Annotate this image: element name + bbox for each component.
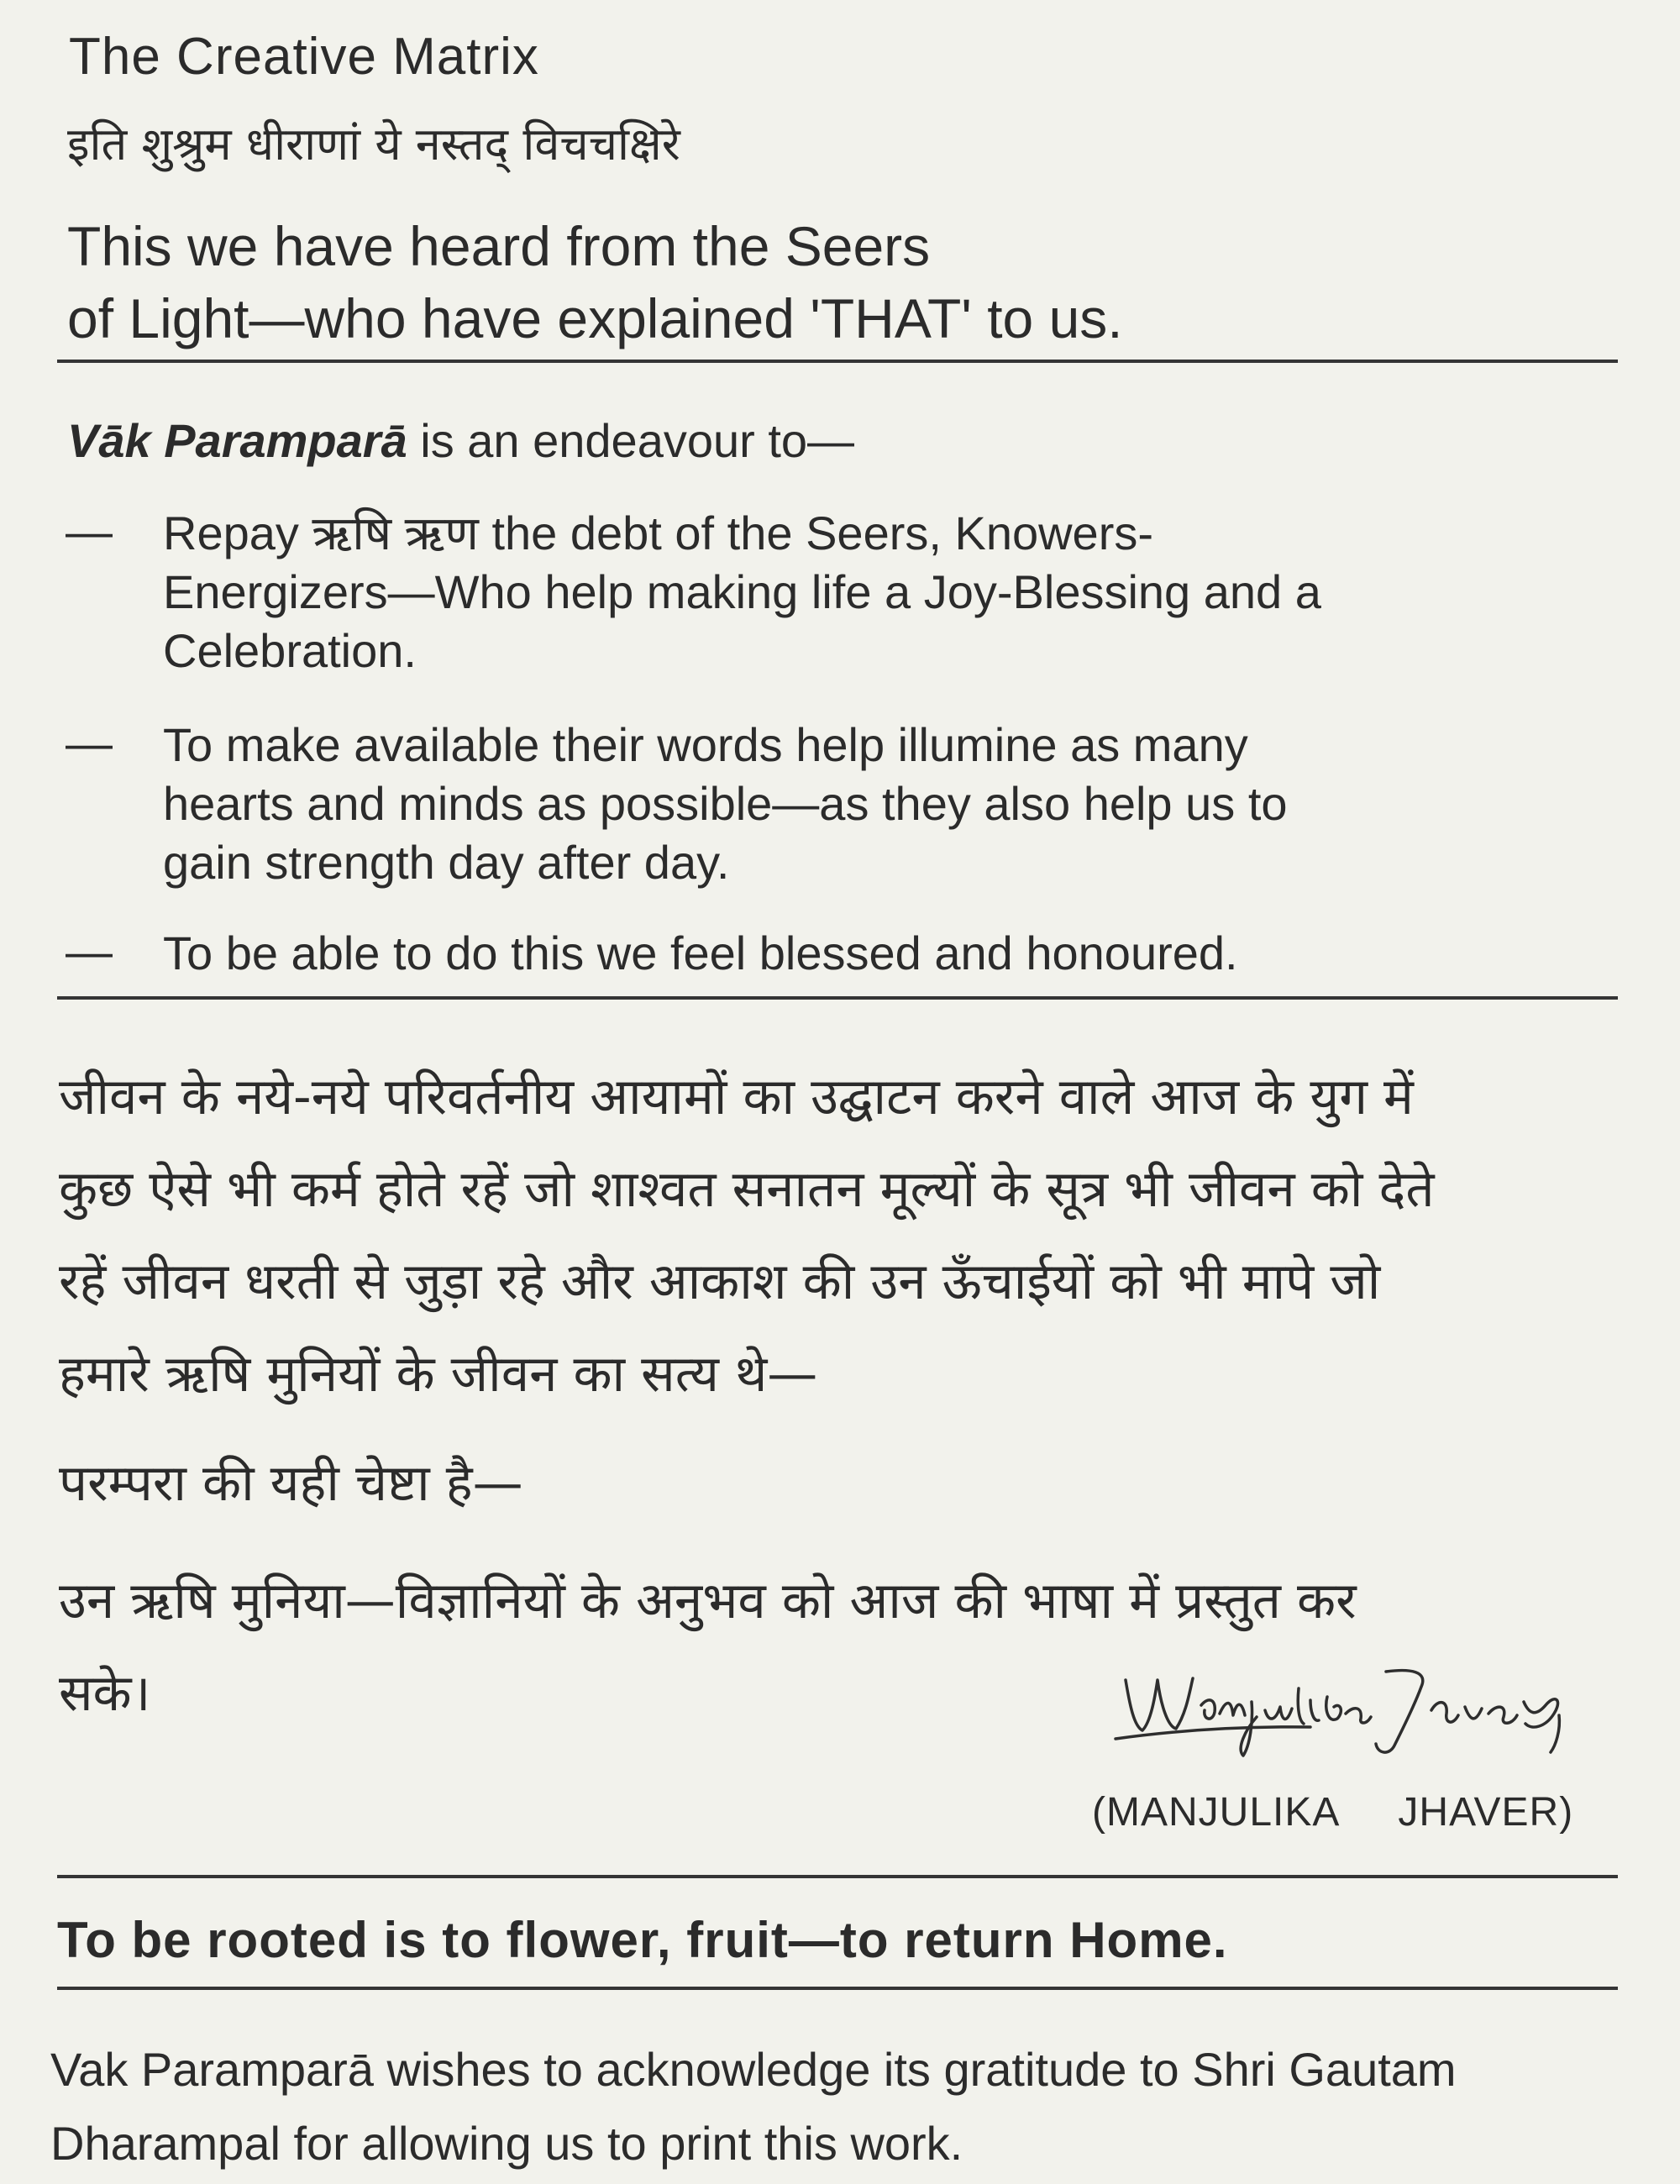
bullet-line: gain strength day after day. — [163, 836, 730, 889]
hindi-line: कुछ ऐसे भी कर्म होते रहें जो शाश्वत सनातन मूल्यों के सूत्र भी जीवन को देते — [59, 1160, 1435, 1219]
page-title: The Creative Matrix — [69, 28, 539, 86]
hindi-line: सके। — [59, 1664, 151, 1723]
hindi-line: हमारे ऋषि मुनियों के जीवन का सत्य थे— — [59, 1345, 818, 1404]
bullet-line: hearts and minds as possible—as they also help us to — [163, 777, 1288, 830]
acknowledgement: Vak Paramparā wishes to acknowledge its gratitude to Shri Gautam Dharampal for allowing us to print this work. — [50, 2043, 1457, 2170]
hindi-line: परम्परा की यही चेष्टा है— — [59, 1454, 523, 1513]
bullet-line: Repay ऋषि ऋण the debt of the Seers, Knowers- — [163, 507, 1154, 559]
hindi-line: उन ऋषि मुनिया—विज्ञानियों के अनुभव को आज की भाषा में प्रस्तुत कर — [59, 1572, 1357, 1630]
bullet-dash: — — [66, 505, 113, 558]
mission-bullet-3 — [163, 924, 1507, 983]
mission-lead — [67, 413, 854, 468]
mission-name: Vāk Paramparā — [67, 414, 407, 467]
intro-quote-line: of Light—who have explained 'THAT' to us. — [67, 287, 1123, 349]
hindi-line: जीवन के नये-नये परिवर्तनीय आयामों का उद्घाटन करने वाले आज के युग में — [59, 1068, 1414, 1126]
divider — [57, 996, 1618, 1000]
divider — [57, 360, 1618, 363]
bullet-line: Energizers—Who help making life a Joy-Blessing and a — [163, 565, 1321, 618]
mission-lead-text: is an endeavour to— — [407, 414, 855, 467]
bullet-line: To make available their words help illumine as many — [163, 718, 1248, 771]
bullet-dash: — — [66, 717, 113, 769]
mission-bullet-2 — [163, 716, 1507, 892]
bullet-line: Celebration. — [163, 624, 417, 677]
bullet-line: To be able to do this we feel blessed and honoured. — [163, 927, 1238, 979]
divider — [57, 1875, 1618, 1878]
motto: To be rooted is to flower, fruit—to return Home. — [57, 1912, 1228, 1968]
hindi-line: रहें जीवन धरती से जुड़ा रहे और आकाश की उन ऊँचाईयों को भी मापे जो — [59, 1252, 1381, 1311]
mission-bullet-1 — [163, 504, 1507, 680]
bullet-dash: — — [66, 925, 113, 978]
intro-quote — [67, 210, 1495, 354]
divider — [57, 1987, 1618, 1990]
handwritten-signature — [1109, 1646, 1579, 1764]
signatory-name: (MANJULIKA JHAVER) — [1092, 1790, 1574, 1835]
sanskrit-verse: इति शुश्रुम धीराणां ये नस्तद् विचचक्षिरे — [67, 118, 680, 171]
intro-quote-line: This we have heard from the Seers — [67, 215, 931, 277]
